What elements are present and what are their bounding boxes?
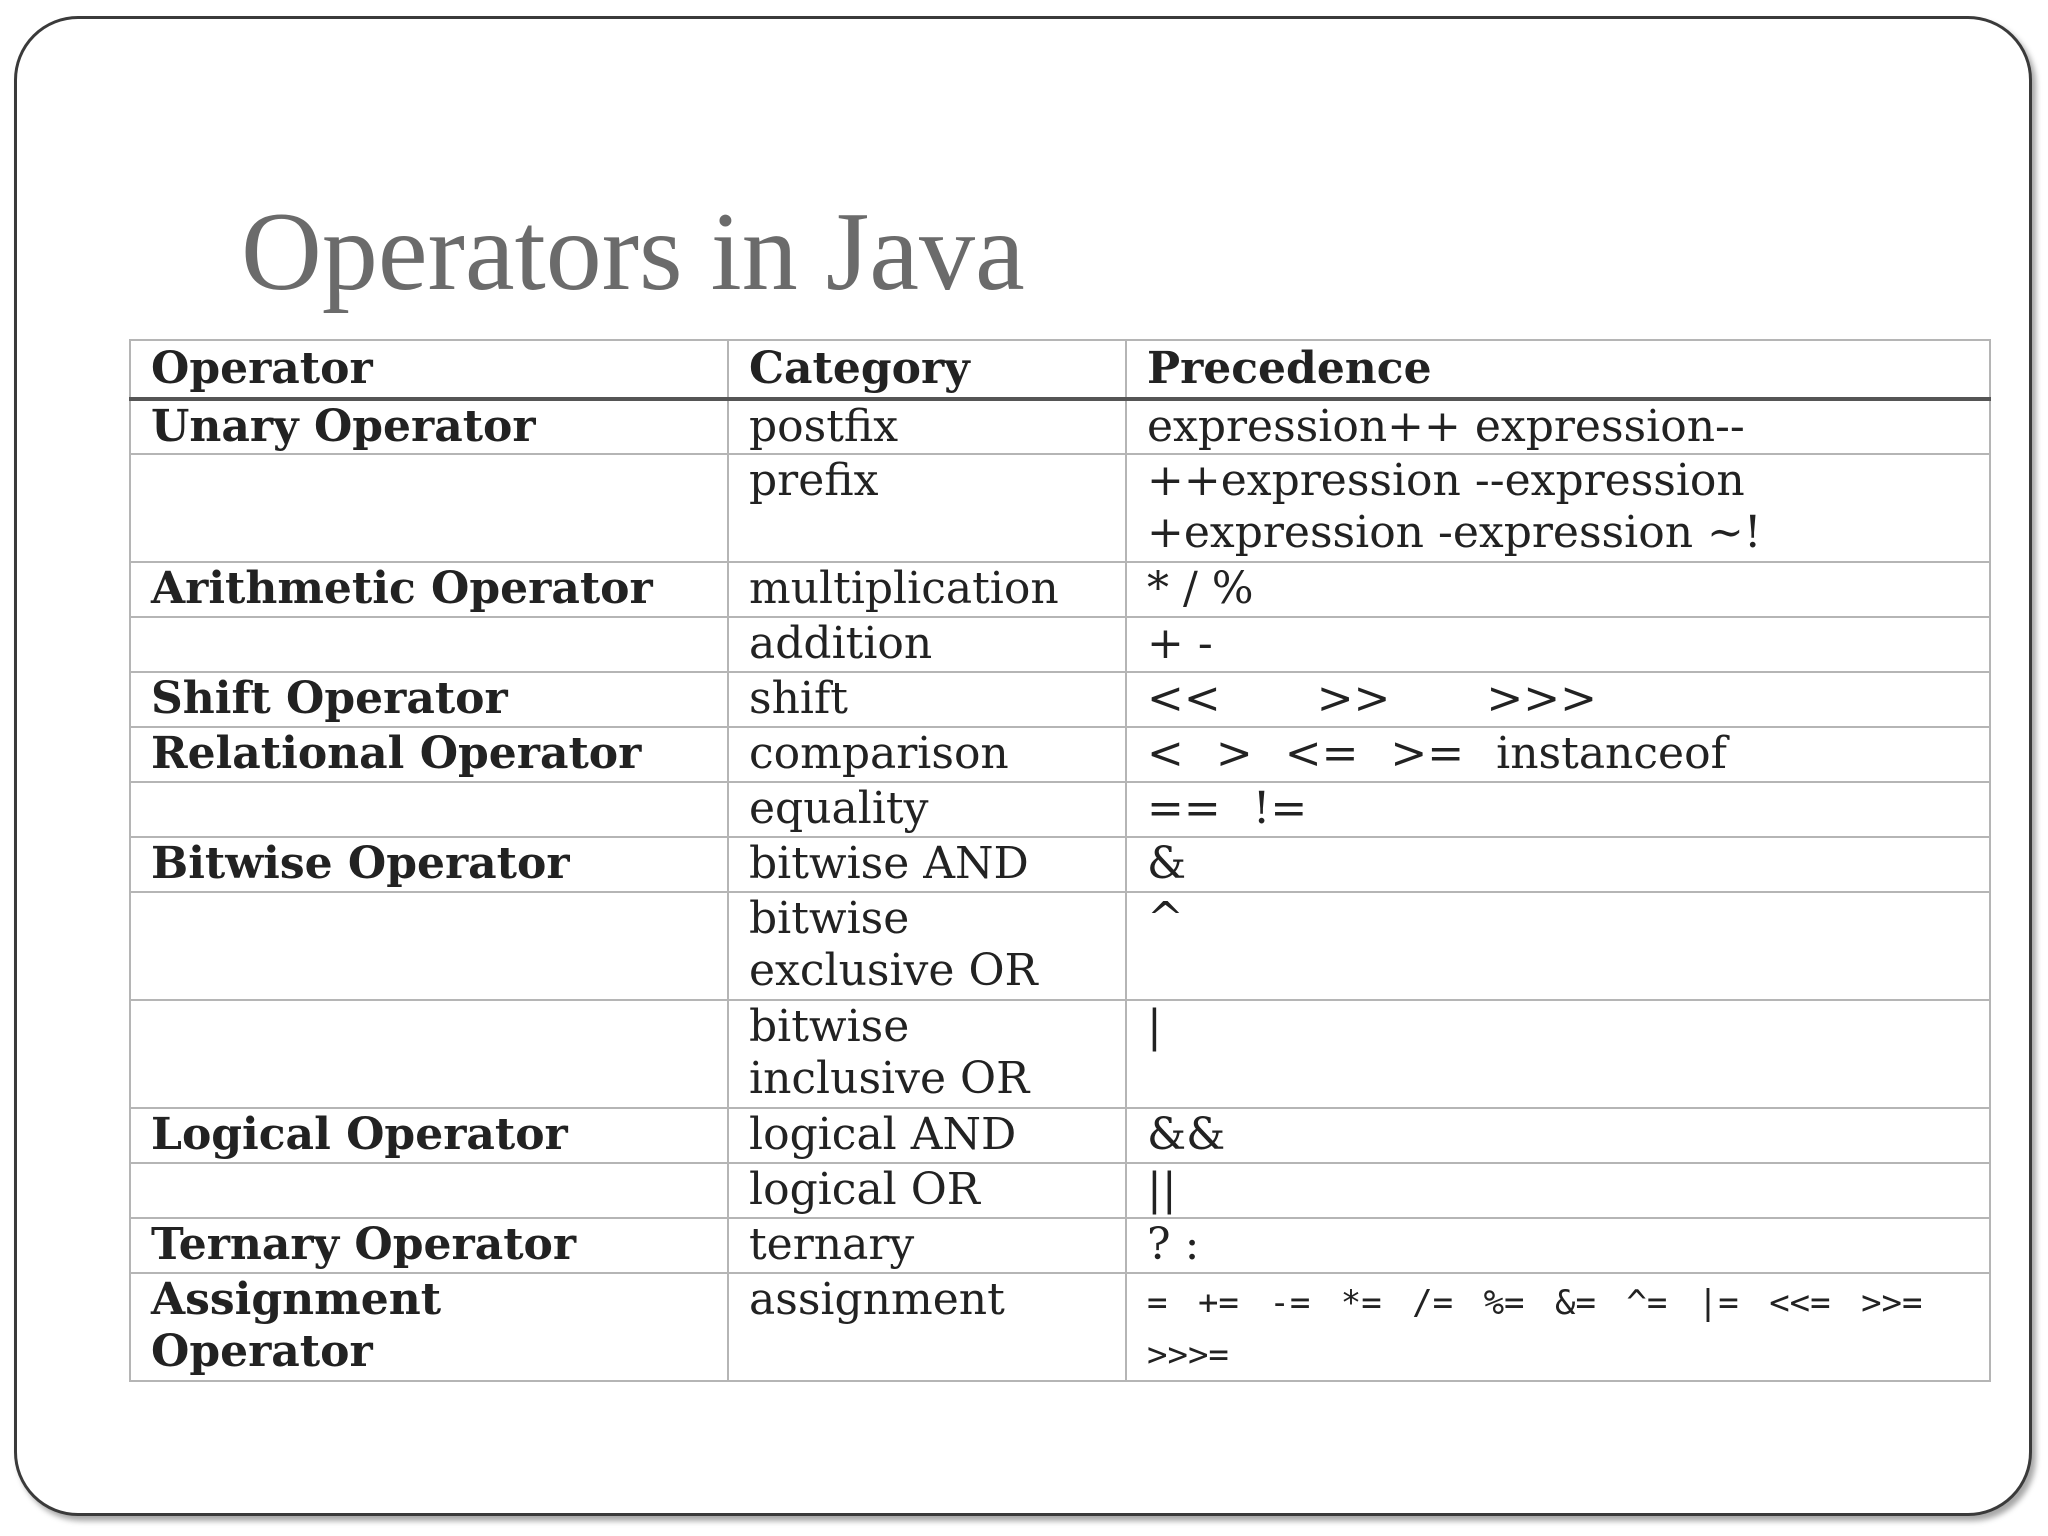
category-line: bitwise (749, 893, 910, 944)
table-row (130, 454, 1990, 562)
precedence-line: ? : (1147, 1219, 1200, 1270)
operator-cell (130, 1000, 728, 1108)
precedence-line: & (1147, 838, 1187, 889)
precedence-line: = += -= *= /= %= &= ^= |= <<= >>= >>>= (1147, 1283, 1923, 1375)
precedence-cell (1126, 837, 1990, 892)
category-line: exclusive OR (749, 945, 1038, 996)
category-cell (728, 892, 1126, 1000)
operator-cell: Ternary Operator (130, 1218, 728, 1273)
precedence-line: ^ (1147, 893, 1184, 944)
precedence-line: expression++ expression-- (1147, 401, 1745, 452)
header-category: Category (728, 340, 1126, 399)
category-cell: ternary (728, 1218, 1126, 1273)
precedence-cell (1126, 1000, 1990, 1108)
precedence-line: ++expression --expression (1147, 455, 1745, 506)
table-row (130, 1163, 1990, 1218)
category-cell: prefix (728, 454, 1126, 562)
operator-cell (130, 454, 728, 562)
precedence-cell (1126, 399, 1990, 454)
operator-cell: Shift Operator (130, 672, 728, 727)
precedence-cell (1126, 892, 1990, 1000)
operator-cell: Arithmetic Operator (130, 562, 728, 617)
precedence-cell (1126, 1163, 1990, 1218)
precedence-line: && (1147, 1109, 1226, 1160)
category-cell: logical AND (728, 1108, 1126, 1163)
precedence-cell (1126, 1273, 1990, 1381)
category-line: bitwise (749, 1001, 910, 1052)
table-row (130, 837, 1990, 892)
operator-cell (130, 1163, 728, 1218)
category-cell: equality (728, 782, 1126, 837)
table-row (130, 1218, 1990, 1273)
table-row (130, 892, 1990, 1000)
table-row (130, 617, 1990, 672)
precedence-cell (1126, 562, 1990, 617)
operators-table-container (129, 339, 1989, 1382)
operator-cell (130, 1273, 728, 1381)
precedence-cell (1126, 727, 1990, 782)
precedence-line: < > <= >= instanceof (1147, 728, 1727, 779)
category-cell: comparison (728, 727, 1126, 782)
table-row (130, 399, 1990, 454)
category-cell: assignment (728, 1273, 1126, 1381)
operator-line: Operator (151, 1326, 373, 1377)
table-row (130, 1273, 1990, 1381)
precedence-cell (1126, 1218, 1990, 1273)
category-cell: logical OR (728, 1163, 1126, 1218)
category-cell: postfix (728, 399, 1126, 454)
table-row (130, 562, 1990, 617)
precedence-line: == != (1147, 783, 1308, 834)
precedence-line: +expression -expression ~! (1147, 507, 1762, 558)
precedence-line: << >> >>> (1147, 673, 1597, 724)
table-row (130, 672, 1990, 727)
precedence-line: || (1147, 1164, 1177, 1215)
operator-cell: Bitwise Operator (130, 837, 728, 892)
header-precedence: Precedence (1126, 340, 1990, 399)
category-cell: shift (728, 672, 1126, 727)
operator-cell: Unary Operator (130, 399, 728, 454)
operator-cell: Logical Operator (130, 1108, 728, 1163)
operator-line: Assignment (151, 1274, 442, 1325)
precedence-cell (1126, 1108, 1990, 1163)
precedence-cell (1126, 782, 1990, 837)
slide-title: Operators in Java (241, 190, 1025, 314)
operators-table (129, 339, 1991, 1382)
operator-cell (130, 892, 728, 1000)
operator-cell (130, 617, 728, 672)
precedence-cell (1126, 672, 1990, 727)
precedence-cell (1126, 454, 1990, 562)
precedence-line: * / % (1147, 563, 1254, 614)
precedence-cell (1126, 617, 1990, 672)
precedence-line: + - (1147, 618, 1213, 669)
precedence-line: | (1147, 1001, 1162, 1052)
table-row (130, 1000, 1990, 1108)
header-operator: Operator (130, 340, 728, 399)
operator-cell (130, 782, 728, 837)
table-row (130, 727, 1990, 782)
table-row (130, 1108, 1990, 1163)
category-cell: multiplication (728, 562, 1126, 617)
category-cell (728, 1000, 1126, 1108)
slide-frame (14, 16, 2032, 1516)
category-line: inclusive OR (749, 1053, 1030, 1104)
operator-cell: Relational Operator (130, 727, 728, 782)
table-row (130, 782, 1990, 837)
category-cell: bitwise AND (728, 837, 1126, 892)
table-header-row (130, 340, 1990, 399)
category-cell: addition (728, 617, 1126, 672)
